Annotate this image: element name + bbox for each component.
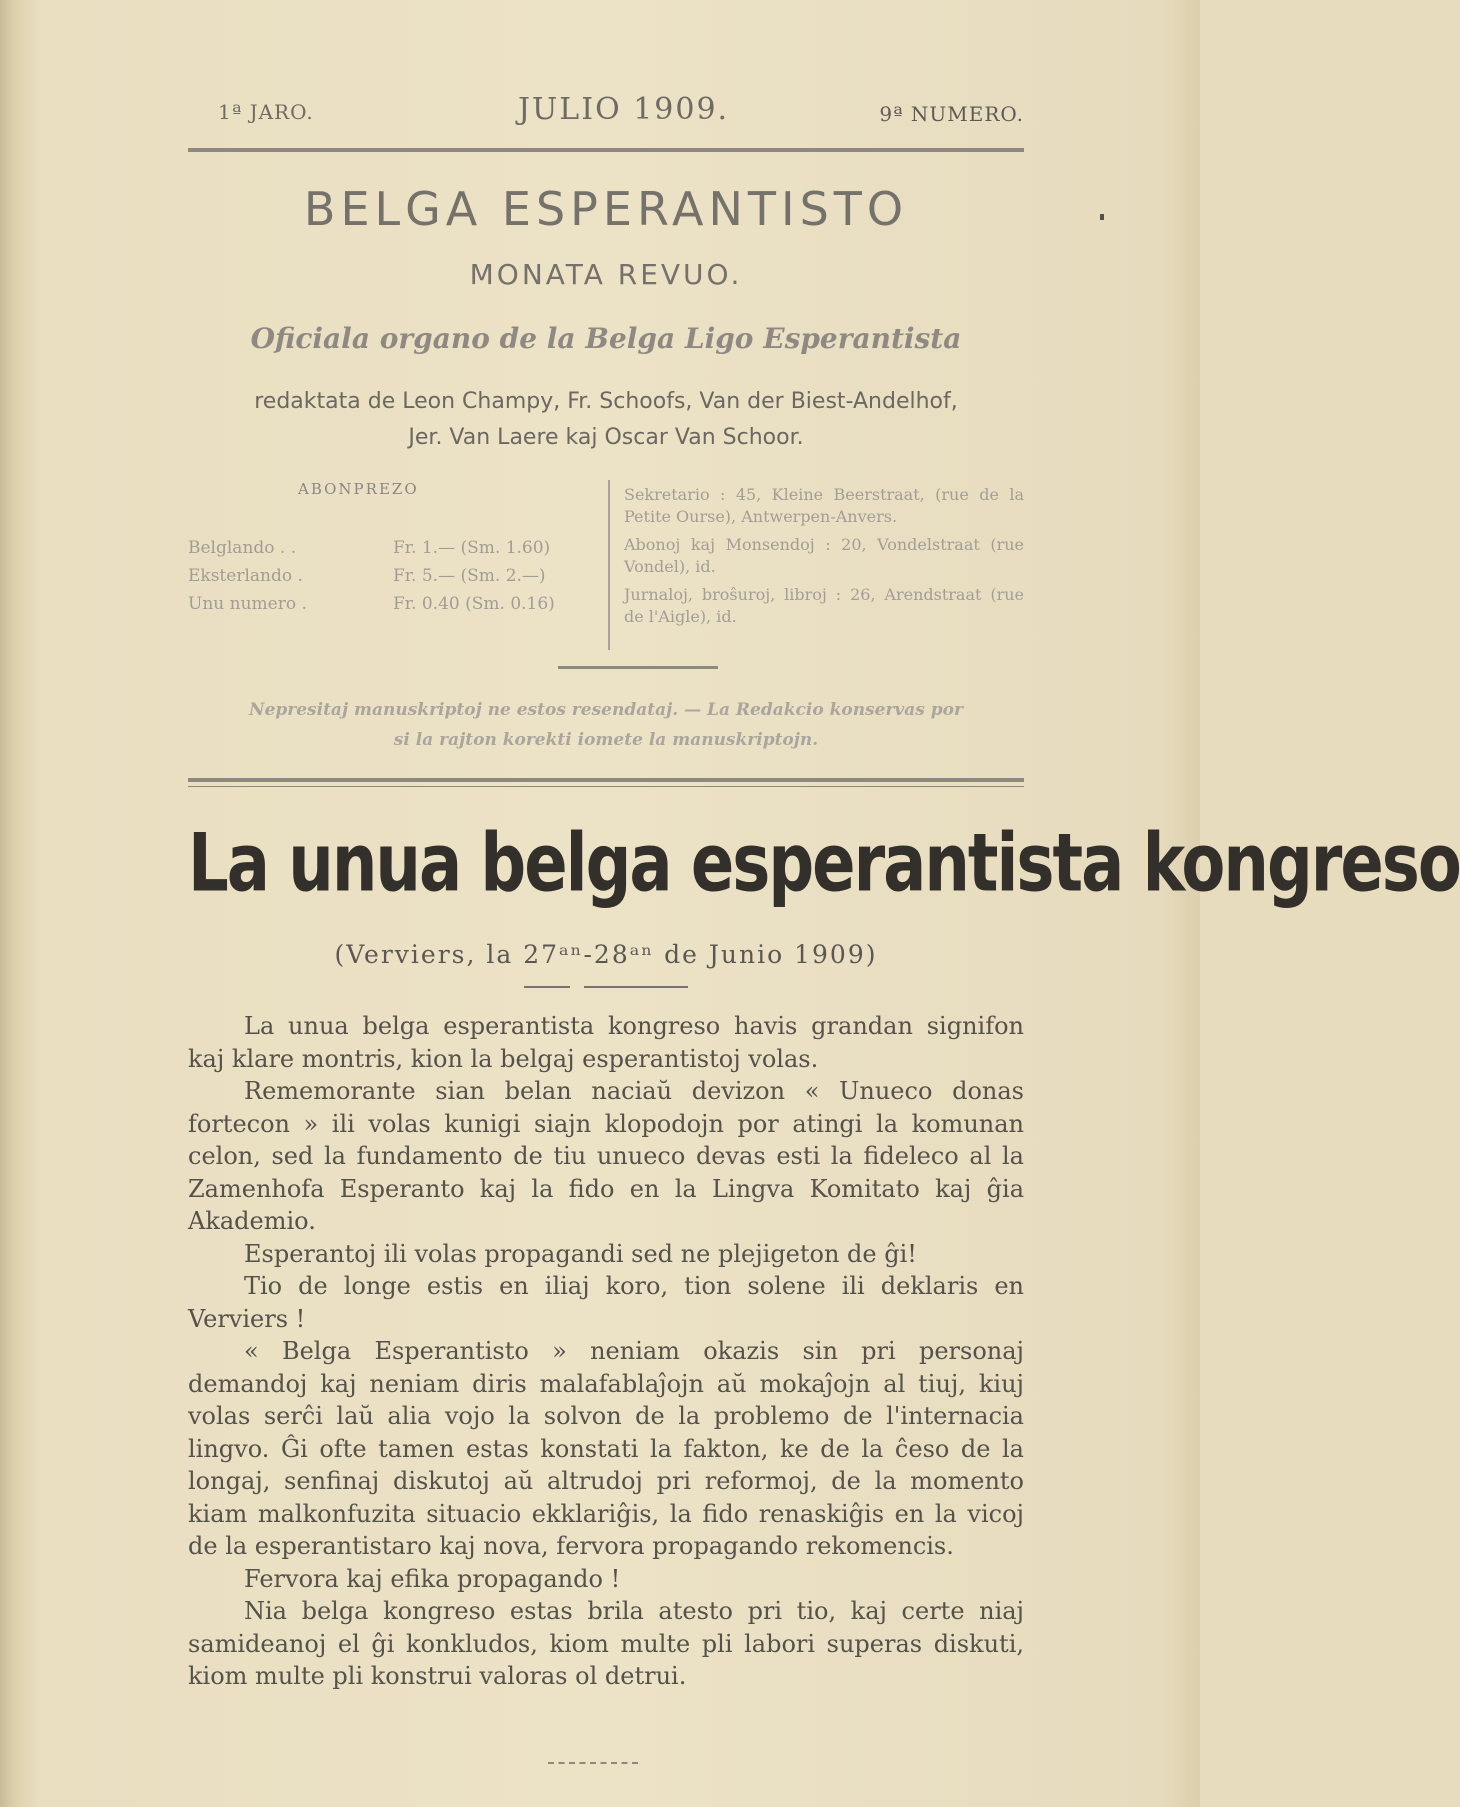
- section-divider: [558, 666, 718, 669]
- subscription-table: [188, 534, 598, 618]
- journal-subtitle: MONATA REVUO.: [469, 258, 743, 291]
- subscription-label: Eksterlando .: [188, 566, 303, 586]
- address-secretary: Sekretario : 45, Kleine Beerstraat, (rue de la Petite Ourse), Antwerpen-Anvers.: [624, 485, 1024, 526]
- journal-organ: Oficiala organo de la Belga Ligo Esperantista: [250, 322, 962, 355]
- subscription-price: Fr. 1.— (Sm. 1.60): [393, 538, 551, 558]
- editors-credit: [188, 384, 1024, 456]
- article-paragraph: La unua belga esperantista kongreso havis grandan signifon kaj klare montris, kion la belgaj esperantistoj volas.: [188, 1012, 1024, 1073]
- subscription-label: Belglando . .: [188, 538, 297, 558]
- editors-line: redaktata de Leon Champy, Fr. Schoofs, Van der Biest-Andelhof,: [254, 389, 958, 414]
- page-end-mark: [548, 1762, 638, 1764]
- address-block: [624, 484, 1024, 634]
- subscription-price: Fr. 5.— (Sm. 2.—): [393, 566, 546, 586]
- subscription-row: [188, 590, 598, 618]
- address-publications: Jurnaloj, broŝuroj, libroj : 26, Arendstraat (rue de l'Aigle), id.: [624, 585, 1024, 626]
- article-paragraph: Nia belga kongreso estas brila atesto pri tio, kaj certe niaj samideanoj el ĝi konkludos, kiom multe pli labori superas diskuti, kiom multe pli konstrui valoras ol detrui.: [188, 1597, 1024, 1690]
- article-headline: La unua belga esperantista kongreso: [188, 818, 1460, 911]
- journal-title: BELGA ESPERANTISTO: [303, 182, 909, 236]
- subscription-label: Unu numero .: [188, 594, 307, 614]
- editorial-notice: [208, 695, 1004, 755]
- subscription-heading: ABONPREZO: [298, 480, 419, 498]
- notice-line: si la rajton korekti iomete la manuskriptojn.: [393, 730, 819, 750]
- article-paragraph: Fervora kaj efika propagando !: [244, 1564, 621, 1593]
- editors-line: Jer. Van Laere kaj Oscar Van Schoor.: [408, 425, 804, 450]
- year-label: 1ª JARO.: [218, 100, 314, 124]
- column-divider: [608, 480, 610, 650]
- notice-line: Nepresitaj manuskriptoj ne estos resendataj. — La Redakcio konservas por: [249, 700, 963, 720]
- issue-number: 9ª NUMERO.: [879, 102, 1024, 126]
- article-paragraph: Esperantoj ili volas propagandi sed ne plejigeton de ĝi!: [244, 1239, 917, 1268]
- masthead-rule: [188, 148, 1024, 152]
- article-paragraph: Tio de longe estis en iliaj koro, tion solene ili deklaris en Verviers !: [188, 1272, 1024, 1333]
- article-paragraph: « Belga Esperantisto » neniam okazis sin pri personaj demandoj kaj neniam diris malafablaĵojn aŭ mokaĵojn al tiuj, kiuj volas serĉi laŭ alia vojo la solvon de la problemo de l'internacia lingvo. Ĝi ofte tamen estas konstati la fakton, ke de la ĉeso de la longaj, senfinaj diskutoj aŭ altrudoj pri reformoj, de la momento kiam malkonfuzita situacio ekklariĝis, la fido renaskiĝis en la vicoj de la esperantistaro kaj nova, fervora propagando rekomencis.: [188, 1337, 1024, 1560]
- ink-speck: [1100, 214, 1104, 220]
- issue-date: JULIO 1909.: [518, 92, 730, 127]
- article-dateline: (Verviers, la 27ᵃⁿ-28ᵃⁿ de Junio 1909): [334, 940, 878, 969]
- article-paragraph: Rememorante sian belan naciaŭ devizon « Unueco donas fortecon » ili volas kunigi siajn klopodojn por atingi la komunan celon, sed la fundamento de tiu unueco devas esti la fideleco al la Zamenhofa Esperanto kaj la fido en la Lingva Komitato kaj ĝia Akademio.: [188, 1077, 1024, 1235]
- subscription-row: [188, 534, 598, 562]
- article-body: [188, 1010, 1024, 1693]
- page-column: [188, 0, 1460, 1807]
- header-bottom-rule-thin: [188, 786, 1024, 787]
- address-subscriptions: Abonoj kaj Monsendoj : 20, Vondelstraat (rue Vondel), id.: [624, 535, 1024, 576]
- header-bottom-rule: [188, 778, 1024, 782]
- subscription-row: [188, 562, 598, 590]
- subscription-price: Fr. 0.40 (Sm. 0.16): [393, 594, 555, 614]
